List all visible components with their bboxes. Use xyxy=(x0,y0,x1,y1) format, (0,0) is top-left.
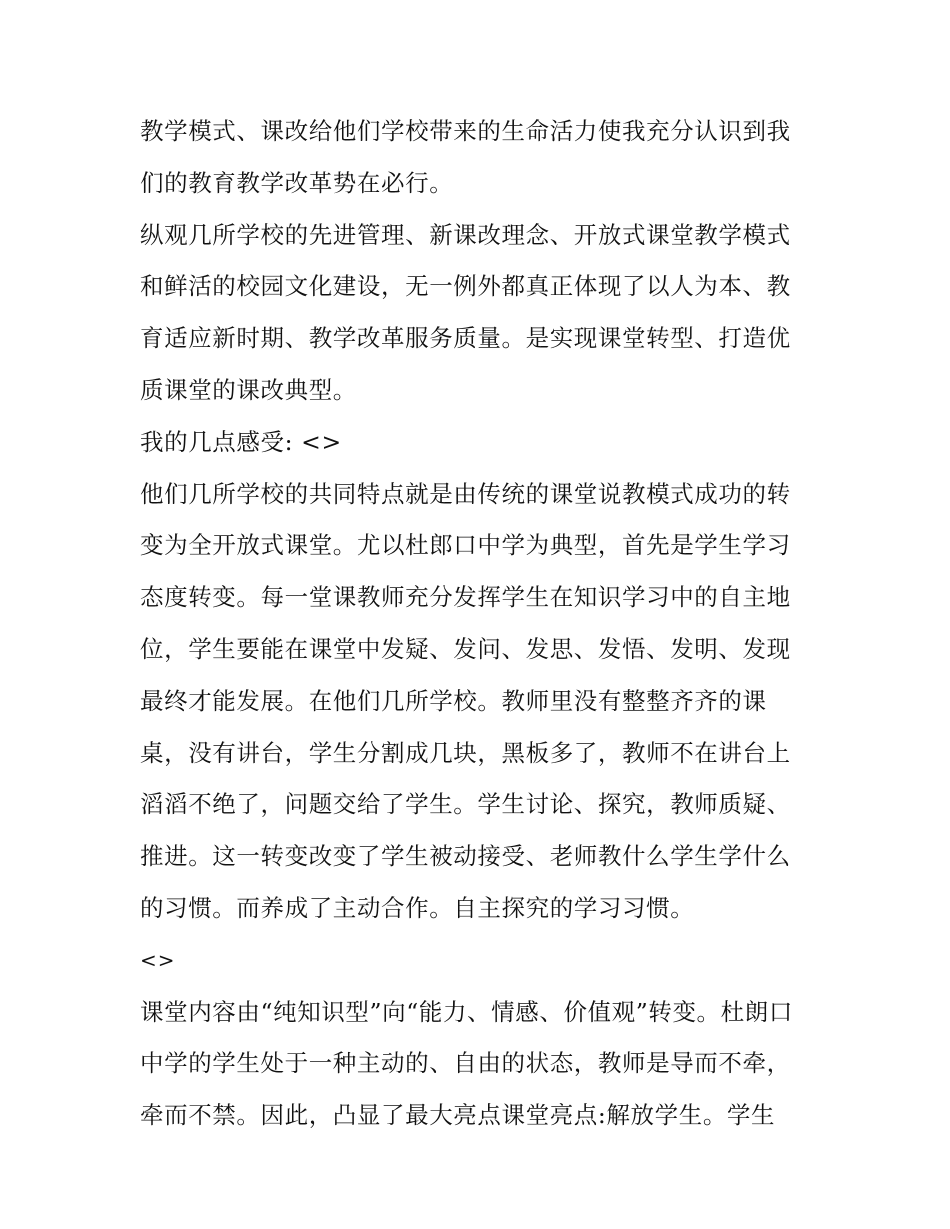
body-line: 变为全开放式课堂。尤以杜郎口中学为典型，首先是学生学习 xyxy=(140,531,791,560)
body-line: 滔滔不绝了，问题交给了学生。学生讨论、探究，教师质疑、 xyxy=(140,790,791,819)
section-heading: 我的几点感受: <> xyxy=(140,427,342,456)
body-line: 教学模式、课改给他们学校带来的生命活力使我充分认识到我 xyxy=(140,117,791,145)
body-line: 中学的学生处于一种主动的、自由的状态，教师是导而不牵， xyxy=(140,1049,791,1078)
body-line: 桌，没有讲台，学生分割成几块，黑板多了，教师不在讲台上 xyxy=(140,738,791,767)
body-line: 他们几所学校的共同特点就是由传统的课堂说教模式成功的转 xyxy=(140,479,791,508)
body-line: 们的教育教学改革势在必行。 xyxy=(140,168,454,197)
body-line: 质课堂的课改典型。 xyxy=(140,375,357,404)
body-line: 课堂内容由“纯知识型”向“能力、情感、价值观”转变。杜朗口 xyxy=(140,997,793,1026)
section-marker: <> xyxy=(140,947,176,972)
body-line: 育适应新时期、教学改革服务质量。是实现课堂转型、打造优 xyxy=(140,324,791,353)
body-line: 的习惯。而养成了主动合作。自主探究的学习习惯。 xyxy=(140,893,695,922)
body-line: 位，学生要能在课堂中发疑、发问、发思、发悟、发明、发现 xyxy=(140,634,791,663)
body-line: 推进。这一转变改变了学生被动接受、老师教什么学生学什么 xyxy=(140,842,791,871)
body-line: 最终才能发展。在他们几所学校。教师里没有整整齐齐的课 xyxy=(140,686,767,715)
body-line: 纵观几所学校的先进管理、新课改理念、开放式课堂教学模式 xyxy=(140,220,791,249)
body-line: 牵而不禁。因此，凸显了最大亮点课堂亮点:解放学生。学生 xyxy=(140,1101,776,1130)
body-line: 和鲜活的校园文化建设，无一例外都真正体现了以人为本、教 xyxy=(140,272,791,301)
document-body xyxy=(140,106,820,1142)
body-line: 态度转变。每一堂课教师充分发挥学生在知识学习中的自主地 xyxy=(140,583,791,612)
